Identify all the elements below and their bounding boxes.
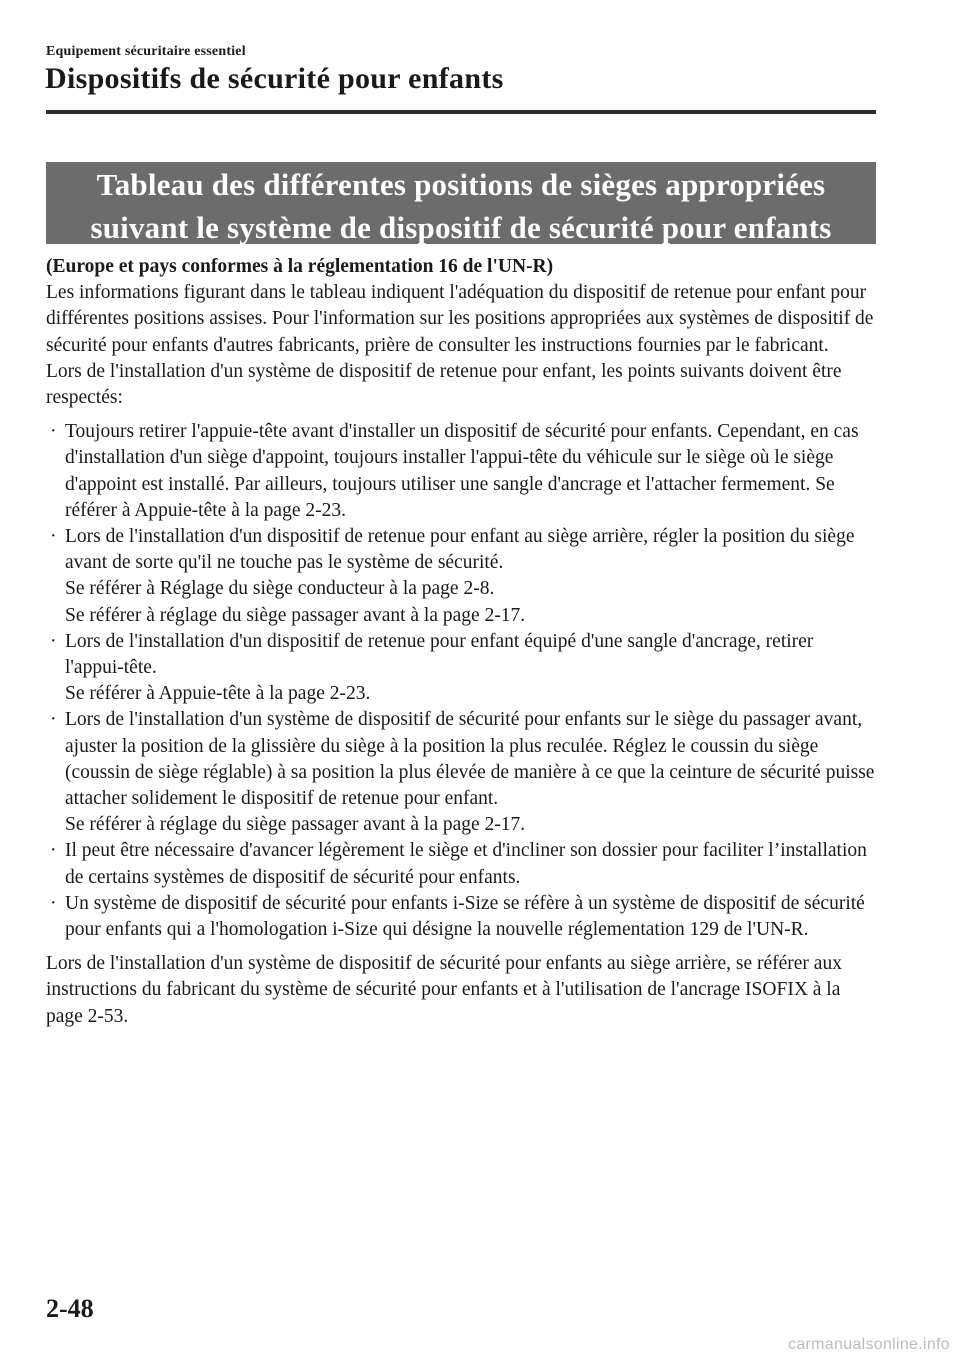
list-item-text: Toujours retirer l'appuie-tête avant d'installer un dispositif de sécurité pour enfants. Cependant, en cas d'installation d'un siège d'appoint, toujours installer l'appui-tête du véhicule sur le siège où le siège d'appoint est installé. Par ailleurs, toujours utiliser une sangle d'ancrage et l'attacher fermement. Se référer à Appuie-tête à la page 2-23. [65,421,859,521]
header-divider [46,110,876,114]
bullet-dot-icon: · [50,892,57,914]
requirements-list [46,419,876,943]
page-reference: Se référer à Réglage du siège conducteur à la page 2-8. [65,578,495,600]
section-banner-line-2: suivant le système de dispositif de sécurité pour enfants [90,210,832,245]
list-item [46,419,876,524]
bullet-dot-icon: · [50,526,57,548]
page-body [46,254,876,1030]
watermark-text: carmanualsonline.info [788,1336,950,1353]
section-banner-line-1: Tableau des différentes positions de sièges appropriées [96,167,826,202]
page-number: 2-48 [46,1294,94,1323]
list-item-text: Lors de l'installation d'un dispositif de retenue pour enfant au siège arrière, régler la position du siège avant de sorte qu'il ne touche pas le système de sécurité. [65,526,855,574]
list-item-text: Lors de l'installation d'un système de dispositif de sécurité pour enfants sur le siège du passager avant, ajuster la position de la glissière du siège à la position la plus reculée. Réglez le coussin du siège (coussin de siège réglable) à sa position la plus élevée de manière à ce que la ceinture de sécurité puisse attacher solidement le dispositif de retenue pour enfant. [65,709,875,810]
chapter-title: Dispositifs de sécurité pour enfants [45,62,504,95]
intro-paragraph: Les informations figurant dans le tableau indiquent l'adéquation du dispositif de retenue pour enfant pour différentes positions assises. Pour l'information sur les positions appropriées aux systèmes de dispositif de sécurité pour enfants d'autres fabricants, prière de consulter les instructions fournies par le fabricant. [46,282,874,356]
list-item [46,891,876,943]
list-item-text: Lors de l'installation d'un dispositif de retenue pour enfant équipé d'une sangle d'ancrage, retirer l'appui-tête. [65,630,814,679]
bullet-dot-icon: · [50,421,57,443]
list-item [46,524,876,629]
running-header-section: Equipement sécuritaire essentiel [46,44,246,59]
section-banner [46,162,876,244]
list-item [46,629,876,708]
region-subtitle: (Europe et pays conformes à la réglementation 16 de l'UN-R) [46,256,554,277]
list-item [46,707,876,838]
bullet-dot-icon: · [50,709,57,731]
page-reference: Se référer à réglage du siège passager avant à la page 2-17. [65,604,526,626]
list-item [46,838,876,890]
bullet-dot-icon: · [50,840,57,862]
page-reference: Se référer à Appuie-tête à la page 2-23. [65,683,371,705]
closing-paragraph: Lors de l'installation d'un système de dispositif de sécurité pour enfants au siège arrière, se référer aux instructions du fabricant du système de sécurité pour enfants et à l'utilisation de l'ancrage ISOFIX à la page 2-53. [46,953,842,1027]
bullet-dot-icon: · [50,630,57,652]
list-item-text: Il peut être nécessaire d'avancer légèrement le siège et d'incliner son dossier pour faciliter l’installation de certains systèmes de dispositif de sécurité pour enfants. [65,840,867,888]
lead-paragraph: Lors de l'installation d'un système de dispositif de retenue pour enfant, les points suivants doivent être respectés: [46,360,842,409]
page-reference: Se référer à réglage du siège passager avant à la page 2-17. [65,814,526,836]
list-item-text: Un système de dispositif de sécurité pour enfants i-Size se réfère à un système de dispositif de sécurité pour enfants qui a l'homologation i-Size qui désigne la nouvelle réglementation 129 de l'UN-R. [65,892,865,941]
